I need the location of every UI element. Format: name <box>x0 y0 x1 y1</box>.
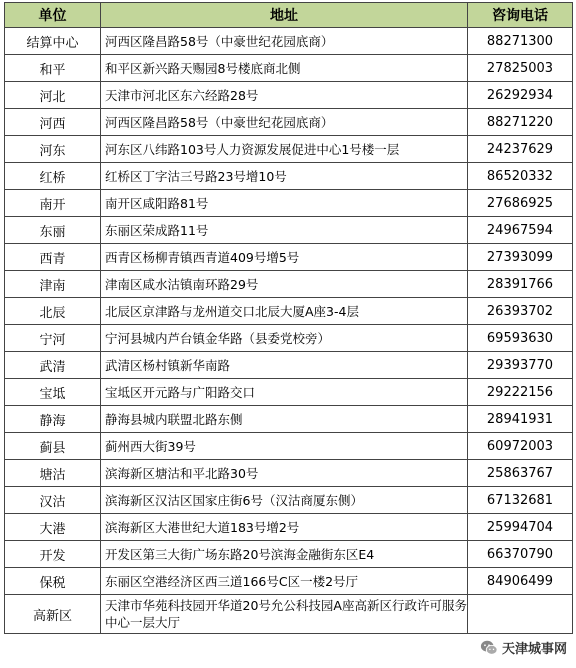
phone-cell: 28391766 <box>468 271 573 298</box>
phone-cell: 29393770 <box>468 352 573 379</box>
phone-cell: 88271300 <box>468 28 573 55</box>
table-row <box>5 82 573 109</box>
unit-cell: 保税 <box>5 568 101 595</box>
phone-cell: 27393099 <box>468 244 573 271</box>
address-cell: 西青区杨柳青镇西青道409号增5号 <box>101 244 468 271</box>
address-cell: 天津市河北区东六经路28号 <box>101 82 468 109</box>
address-cell: 东丽区荣成路11号 <box>101 217 468 244</box>
unit-cell: 宁河 <box>5 325 101 352</box>
address-cell: 武清区杨村镇新华南路 <box>101 352 468 379</box>
table-row <box>5 136 573 163</box>
watermark-text: 天津城事网 <box>501 642 567 657</box>
unit-cell: 北辰 <box>5 298 101 325</box>
table-row <box>5 487 573 514</box>
phone-cell: 27686925 <box>468 190 573 217</box>
phone-cell: 69593630 <box>468 325 573 352</box>
address-cell: 河东区八纬路103号人力资源发展促进中心1号楼一层 <box>101 136 468 163</box>
unit-cell: 河西 <box>5 109 101 136</box>
phone-cell: 28941931 <box>468 406 573 433</box>
unit-cell: 和平 <box>5 55 101 82</box>
address-cell: 开发区第三大街广场东路20号滨海金融街东区E4 <box>101 541 468 568</box>
address-cell: 静海县城内联盟北路东侧 <box>101 406 468 433</box>
table-row <box>5 325 573 352</box>
phone-cell: 25994704 <box>468 514 573 541</box>
table-row <box>5 163 573 190</box>
unit-cell: 汉沽 <box>5 487 101 514</box>
phone-cell: 84906499 <box>468 568 573 595</box>
table-row <box>5 352 573 379</box>
address-cell: 南开区咸阳路81号 <box>101 190 468 217</box>
phone-cell: 26292934 <box>468 82 573 109</box>
phone-cell: 27825003 <box>468 55 573 82</box>
address-cell: 滨海新区大港世纪大道183号增2号 <box>101 514 468 541</box>
address-cell: 红桥区丁字沽三号路23号增10号 <box>101 163 468 190</box>
table-row <box>5 217 573 244</box>
address-cell: 天津市华苑科技园开华道20号允公科技园A座高新区行政许可服务中心一层大厅 <box>101 595 468 634</box>
unit-cell: 河东 <box>5 136 101 163</box>
address-cell: 东丽区空港经济区西三道166号C区一楼2号厅 <box>101 568 468 595</box>
phone-cell: 26393702 <box>468 298 573 325</box>
unit-cell: 开发 <box>5 541 101 568</box>
phone-cell: 29222156 <box>468 379 573 406</box>
unit-cell: 武清 <box>5 352 101 379</box>
table-row <box>5 55 573 82</box>
table-row <box>5 568 573 595</box>
unit-cell: 南开 <box>5 190 101 217</box>
unit-cell: 宝坻 <box>5 379 101 406</box>
address-cell: 河西区隆昌路58号（中豪世纪花园底商） <box>101 28 468 55</box>
watermark <box>477 637 570 658</box>
header-phone: 咨询电话 <box>468 3 573 28</box>
unit-cell: 蓟县 <box>5 433 101 460</box>
phone-cell: 67132681 <box>468 487 573 514</box>
address-cell: 滨海新区汉沽区国家庄街6号（汉沽商厦东侧） <box>101 487 468 514</box>
table-row <box>5 298 573 325</box>
phone-cell: 24967594 <box>468 217 573 244</box>
table-row <box>5 541 573 568</box>
address-cell: 河西区隆昌路58号（中豪世纪花园底商） <box>101 109 468 136</box>
table-row <box>5 271 573 298</box>
table-row <box>5 595 573 634</box>
address-cell: 滨海新区塘沽和平北路30号 <box>101 460 468 487</box>
unit-cell: 红桥 <box>5 163 101 190</box>
phone-cell: 66370790 <box>468 541 573 568</box>
phone-cell: 86520332 <box>468 163 573 190</box>
table-row <box>5 244 573 271</box>
address-cell: 和平区新兴路天赐园8号楼底商北侧 <box>101 55 468 82</box>
service-center-table <box>4 2 573 634</box>
unit-cell: 西青 <box>5 244 101 271</box>
table-row <box>5 190 573 217</box>
phone-cell <box>468 595 573 634</box>
unit-cell: 津南 <box>5 271 101 298</box>
table-row <box>5 460 573 487</box>
phone-cell: 25863767 <box>468 460 573 487</box>
unit-cell: 河北 <box>5 82 101 109</box>
table-row <box>5 28 573 55</box>
address-cell: 北辰区京津路与龙州道交口北辰大厦A座3-4层 <box>101 298 468 325</box>
table-row <box>5 514 573 541</box>
phone-cell: 88271220 <box>468 109 573 136</box>
unit-cell: 静海 <box>5 406 101 433</box>
table-header-row <box>5 3 573 28</box>
address-cell: 宝坻区开元路与广阳路交口 <box>101 379 468 406</box>
table-row <box>5 433 573 460</box>
phone-cell: 60972003 <box>468 433 573 460</box>
table-row <box>5 379 573 406</box>
header-unit: 单位 <box>5 3 101 28</box>
address-cell: 宁河县城内芦台镇金华路（县委党校旁） <box>101 325 468 352</box>
wechat-icon <box>480 639 498 657</box>
phone-cell: 24237629 <box>468 136 573 163</box>
unit-cell: 东丽 <box>5 217 101 244</box>
unit-cell: 塘沽 <box>5 460 101 487</box>
address-cell: 津南区咸水沽镇南环路29号 <box>101 271 468 298</box>
address-cell: 蓟州西大街39号 <box>101 433 468 460</box>
unit-cell: 大港 <box>5 514 101 541</box>
table-row <box>5 406 573 433</box>
header-address: 地址 <box>101 3 468 28</box>
unit-cell: 结算中心 <box>5 28 101 55</box>
unit-cell: 高新区 <box>5 595 101 634</box>
table-row <box>5 109 573 136</box>
